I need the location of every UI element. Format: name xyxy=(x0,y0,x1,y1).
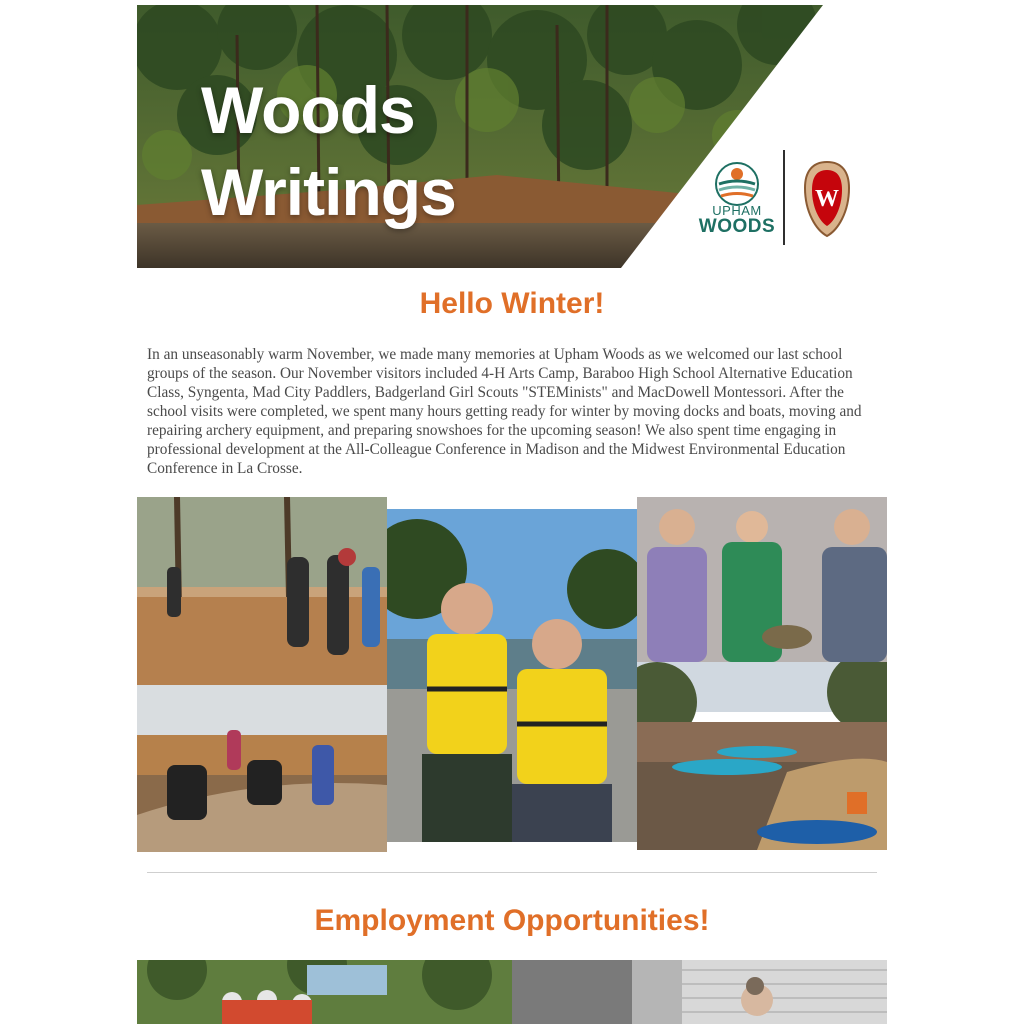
header-banner xyxy=(137,5,887,268)
photo-girl-scouts xyxy=(637,497,887,662)
photo-adaptive-trail xyxy=(137,685,387,852)
uw-crest-letter: W xyxy=(815,186,839,212)
photo-staff-kitchen xyxy=(512,960,887,1024)
title-line-2: Writings xyxy=(201,155,456,229)
photo-kayaks-shore xyxy=(637,662,887,850)
photo-collage xyxy=(137,497,887,852)
logos xyxy=(697,150,867,250)
upham-woods-wordmark xyxy=(697,203,777,235)
section-heading-employment: Employment Opportunities! xyxy=(314,904,710,937)
hello-winter-paragraph: In an unseasonably warm November, we made many memories at Upham Woods as we welcomed our last school groups of the season. Our November visitors included 4-H Arts Camp, Baraboo High School Alternative Education Class, Syngenta, Mad City Paddlers, Badgerland Girl Scouts "STEMinists" and MacDowell Montessori. After the school visits were completed, we spent many hours getting ready for winter by moving docks and boats, moving and repairing archery equipment, and preparing snowshoes for the upcoming season! We also spent time engaging in professional development at the All-Colleague Conference in Madison and the Midwest Environmental Education Conference in La Crosse. xyxy=(147,346,862,477)
newsletter-title xyxy=(201,69,456,233)
employment-photos xyxy=(137,960,887,1024)
section-heading-hello-winter: Hello Winter! xyxy=(419,287,605,320)
title-line-1: Woods xyxy=(201,73,415,147)
section-divider xyxy=(147,872,877,873)
woods-word: WOODS xyxy=(698,216,776,237)
photo-group-in-woods xyxy=(137,497,387,685)
photo-staff-outdoors xyxy=(137,960,512,1024)
uw-crest-icon xyxy=(802,160,852,238)
upham-word: UPHAM xyxy=(712,203,762,218)
logo-divider xyxy=(783,150,785,245)
photo-life-jackets xyxy=(387,509,637,842)
newsletter-content xyxy=(137,5,887,937)
